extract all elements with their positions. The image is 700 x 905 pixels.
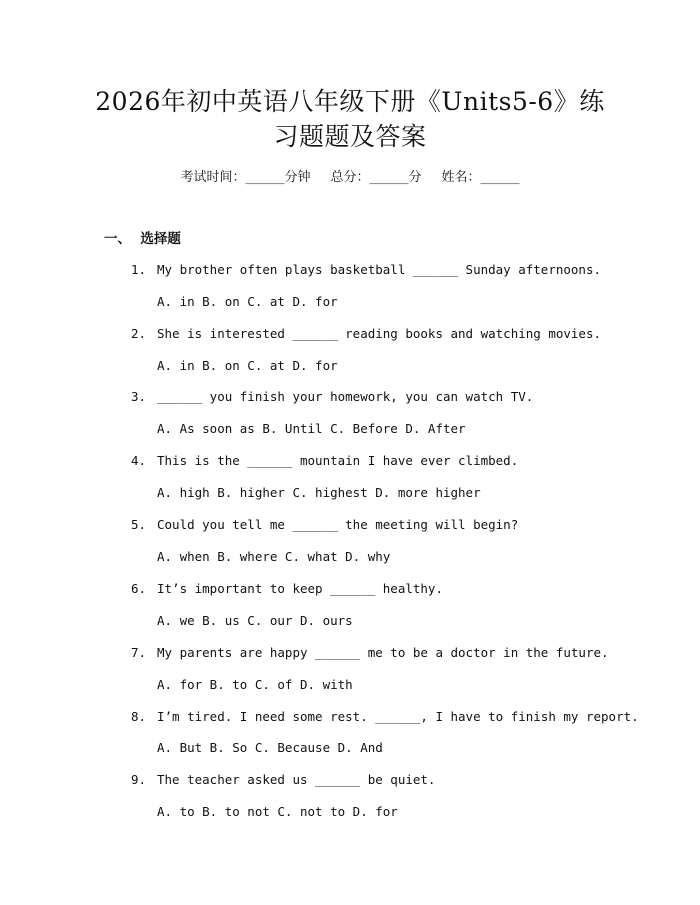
question-9	[131, 770, 435, 790]
exam-name-field: 姓名：______	[441, 170, 520, 185]
question-9-options: A. to B. to not C. not to D. for	[157, 804, 398, 819]
question-5	[131, 515, 518, 535]
question-number: 3.	[131, 389, 147, 404]
exam-title-line-2: 习题题及答案	[273, 122, 427, 151]
question-text: The teacher asked us ______ be quiet.	[157, 772, 436, 787]
question-number: 9.	[131, 772, 147, 787]
question-number: 8.	[131, 709, 147, 724]
question-6	[131, 579, 443, 599]
question-8	[131, 707, 639, 727]
question-6-options: A. we B. us C. our D. ours	[157, 613, 353, 628]
question-text: I’m tired. I need some rest. ______, I have to finish my report.	[157, 709, 639, 724]
question-number: 1.	[131, 262, 147, 277]
question-number: 5.	[131, 517, 147, 532]
question-text: This is the ______ mountain I have ever climbed.	[157, 453, 519, 468]
question-2	[131, 324, 601, 344]
question-7	[131, 643, 609, 663]
question-1	[131, 260, 601, 280]
question-text: ______ you finish your homework, you can watch TV.	[157, 389, 534, 404]
section-heading: 一、 选择题	[104, 231, 181, 247]
exam-score-field: 总分：______分	[330, 170, 422, 185]
question-3	[131, 387, 533, 407]
question-text: My parents are happy ______ me to be a doctor in the future.	[157, 645, 609, 660]
question-text: It’s important to keep ______ healthy.	[157, 581, 443, 596]
exam-title-line-1: 2026年初中英语八年级下册《Units5-6》练	[95, 87, 605, 116]
question-8-options: A. But B. So C. Because D. And	[157, 740, 383, 755]
question-text: She is interested ______ reading books and watching movies.	[157, 326, 602, 341]
exam-meta	[0, 168, 700, 188]
question-number: 2.	[131, 326, 147, 341]
question-2-options: A. in B. on C. at D. for	[157, 358, 338, 373]
question-text: Could you tell me ______ the meeting will begin?	[157, 517, 519, 532]
question-5-options: A. when B. where C. what D. why	[157, 549, 391, 564]
question-number: 7.	[131, 645, 147, 660]
question-7-options: A. for B. to C. of D. with	[157, 677, 353, 692]
question-text: My brother often plays basketball ______ Sunday afternoons.	[157, 262, 602, 277]
question-4	[131, 451, 518, 471]
question-3-options: A. As soon as B. Until C. Before D. After	[157, 421, 466, 436]
question-1-options: A. in B. on C. at D. for	[157, 294, 338, 309]
question-4-options: A. high B. higher C. highest D. more higher	[157, 485, 481, 500]
exam-time-field: 考试时间：______分钟	[180, 170, 311, 185]
question-number: 4.	[131, 453, 147, 468]
question-number: 6.	[131, 581, 147, 596]
